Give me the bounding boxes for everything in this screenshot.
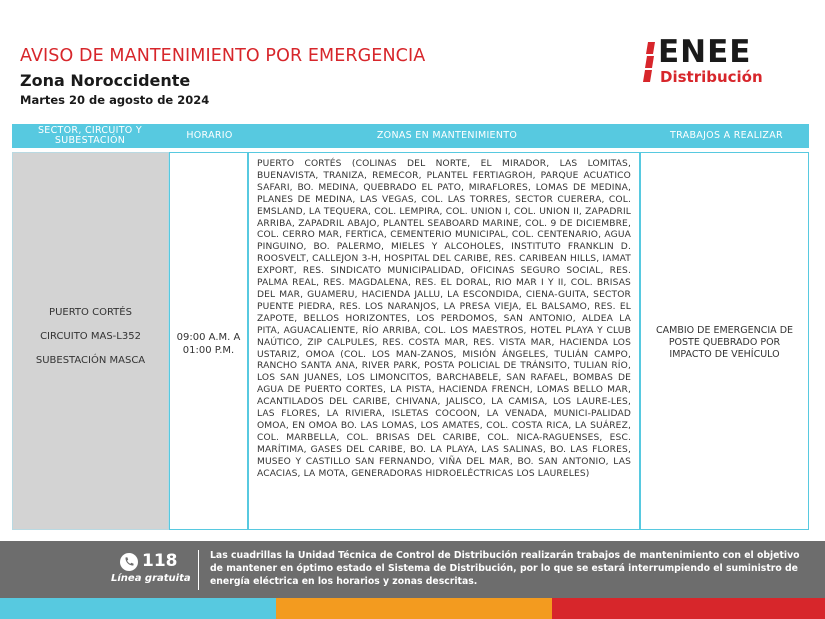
zonas-list: PUERTO CORTÉS (COLINAS DEL NORTE, EL MIRADOR, LAS LOMITAS, BUENAVISTA, TRANIZA, REMECOR, PLANTEL FERTIAGROH, PARQUE ACUATICO SAFARI, BO. MEDINA, QUEBRADO EL PATO, MIRAFLORES, LOMAS DE MEDINA, PLANES DE MEDINA, LAS VEGAS, COL. LAS TORRES, SECTOR CUERERA, COL. EMSLAND, LA TEQUERA, COL. LEMPIRA, COL. UNION I, COL. UNION II, ZAPADRIL ARRIBA, ZAPADRIL ABAJO, PLANTEL SEABOARD MARINE, COL. 9 DE DICIEMBRE, COL. CERRO MAR, FERTICA, CEMENTERIO MUNICIPAL, COL. CENTENARIO, AGUA PINGUINO, BO. PALERMO, MIELES Y ALCOHOLES, INSTITUTO FRANKLIN D. ROOSVELT, CALLEJON 3-H, HOSPITAL DEL CARIBE, RES. CARIBEAN HILLS, IAMAT EXPORT, RES. SINDICATO MUNICIPALIDAD, OFICINAS SEGURO SOCIAL, RES. PALMA REAL, RES. MAGDALENA, RES. EL DORAL, RIO MAR I Y II, COL. BRISAS DEL MAR, GUAMERU, HACIENDA JALLU, LA ESCONDIDA, CIENA-GUITA, SECTOR PUENTE PIEDRA, RES. LOS NARANJOS, LA PRESA VIEJA, EL BALSAMO, RES. EL ZAPOTE, BELLOS HORIZONTES, LOS PERDOMOS, SAN ANTONIO, ALDEA LA PITA, AGUACALIENTE, RÍO ARRIBA, COL. LOS MAESTROS, HOTEL PLAYA Y CLUB NAÚTICO, ZIP CALPULES, RES. COSTA MAR, RES. VISTA MAR, HACIENDA LOS USTARIZ, OMOA (COL. LOS MAN-ZANOS, MISIÓN ÁNGELES, TULIÁN CAMPO, RANCHO SANTA ANA, RIVER PARK, POSTA POLICIAL DE TRÁNSITO, TULIAN RÍO, LOS SAN JUANES, LOS LIMONCITOS, BARCHABELE, SAN RAFAEL, BOMBAS DE AGUA DE PUERTO CORTES, LA PISTA, HACIENDA FRENCH, LOMAS BELLO MAR, ACANTILADOS DEL CARIBE, CHIVANA, JALISCO, LA CAMISA, LOS LAURE-LES, LAS FLORES, LA RIVIERA, ISLETAS COCOON, LA VENADA, MUNICI-PALIDAD OMOA, EN OMOA BO. LAS LOMAS, LOS AMATES, COL. COSTA RICA, LA SUÁREZ, COL. MARBELLA, COL. BRISAS DEL CARIBE, COL. NICA-RAGUENSES, ESC. MARÍTIMA, GASES DEL CARIBE, BO. LA PLAYA, LAS SALINAS, BO. LAS FLORES, MUSEO Y CASTILLO SAN FERNANDO, VIÑA DEL MAR, BO. SAN ANTONIO, LAS ACACIAS, LA MOTA, GENERADORAS HIDROELÉCTRICAS LOS LAURELES)	[257, 159, 631, 479]
trabajos-description: CAMBIO DE EMERGENCIA DE POSTE QUEBRADO POR IMPACTO DE VEHÍCULO	[655, 325, 794, 360]
stripe-cyan	[0, 598, 276, 619]
notice-date: Martes 20 de agosto de 2024	[20, 93, 210, 107]
logo-mark-icon	[641, 40, 659, 82]
stripe-red	[552, 598, 825, 619]
horario-start: 09:00 A.M. A	[176, 332, 241, 343]
circuit-name: CIRCUITO MAS-L352	[40, 331, 141, 342]
enee-logo	[641, 34, 791, 88]
phone-number: 118	[142, 551, 178, 571]
logo-subtitle: Distribución	[660, 68, 763, 86]
header-trabajos: TRABAJOS A REALIZAR	[670, 130, 783, 141]
header-horario: HORARIO	[186, 130, 233, 141]
table-header	[12, 124, 809, 148]
horario-end: 01:00 P.M.	[182, 345, 235, 356]
header-zonas: ZONAS EN MANTENIMIENTO	[376, 130, 518, 141]
logo-word: ENEE	[658, 34, 752, 70]
zonas-cell	[248, 152, 640, 530]
horario-cell	[169, 152, 248, 530]
sector-name: PUERTO CORTÉS	[49, 307, 132, 318]
footer-bar	[0, 541, 825, 598]
notice-title: AVISO DE MANTENIMIENTO POR EMERGENCIA	[20, 46, 426, 66]
footer-notice: Las cuadrillas la Unidad Técnica de Control de Distribución realizarán trabajos de mantenimiento con el objetivo de mantener en óptimo estado el Sistema de Distribución, por lo que se estará interrumpiendo el suministro de energía eléctrica en los horarios y zonas descritas.	[210, 550, 800, 587]
trabajos-cell	[640, 152, 809, 530]
zone-name: Zona Noroccidente	[20, 71, 191, 90]
header-sector: SECTOR, CIRCUITO Y SUBESTACIÓN	[37, 125, 143, 146]
phone-icon	[120, 553, 138, 571]
sector-cell	[12, 152, 169, 530]
stripe-orange	[276, 598, 552, 619]
substation-name: SUBESTACIÓN MASCA	[35, 355, 146, 366]
footer-divider	[198, 550, 199, 590]
phone-label: Línea gratuita	[111, 573, 191, 584]
